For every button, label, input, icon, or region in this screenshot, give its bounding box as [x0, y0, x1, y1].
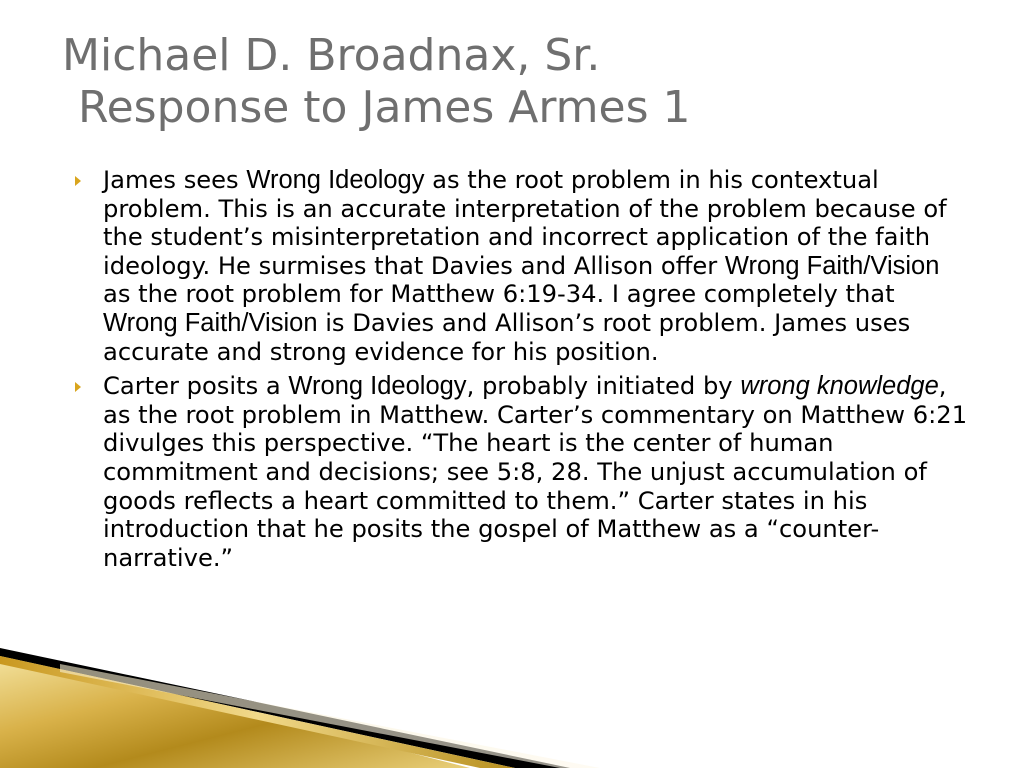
segment: , probably initiated by — [466, 372, 741, 401]
segment: James sees — [103, 166, 247, 194]
slide-title — [62, 30, 691, 134]
gold-triangle-bullet-icon — [75, 382, 81, 392]
gold-decorative-band — [0, 620, 1024, 768]
segment: Carter posits a — [103, 372, 289, 401]
bullet-item — [72, 166, 972, 366]
emphasis-wrong-ideology: Wrong Ideology — [246, 166, 425, 194]
segment: as the root problem for Matthew 6:19-34. I agree completely that — [103, 280, 895, 309]
gold-triangle-bullet-icon — [75, 176, 81, 186]
emphasis-wrong-knowledge: wrong knowledge — [740, 372, 939, 401]
title-line-1: Michael D. Broadnax, Sr. — [62, 30, 601, 81]
bullet-list — [72, 166, 972, 578]
emphasis-wrong-ideology: Wrong Ideology — [288, 372, 467, 401]
segment: is Davies and Allison’s root problem. James uses accurate and strong evidence for his position. — [103, 308, 911, 366]
title-line-2: Response to James Armes 1 — [78, 82, 691, 133]
segment: as the root problem in his contextual problem. This is an accurate interpretation of the problem because of the student’s misinterpretation and incorrect application of the faith ideology. He surmises that Davies and Allison offer — [103, 166, 947, 280]
segment: , as the root problem in Matthew. Carter’s commentary on Matthew 6:21 divulges this perspective. “The heart is the center of human commitment and decisions; see 5:8, 28. The unjust accumulation of goods reflects a heart committed to them.” Carter states in his introduction that he posits the gospel of Matthew as a “counter-narrative.” — [103, 372, 968, 572]
emphasis-wrong-faith-vision: Wrong Faith/Vision — [103, 308, 318, 337]
bullet-item — [72, 372, 972, 572]
emphasis-wrong-faith-vision: Wrong Faith/Vision — [724, 251, 940, 280]
